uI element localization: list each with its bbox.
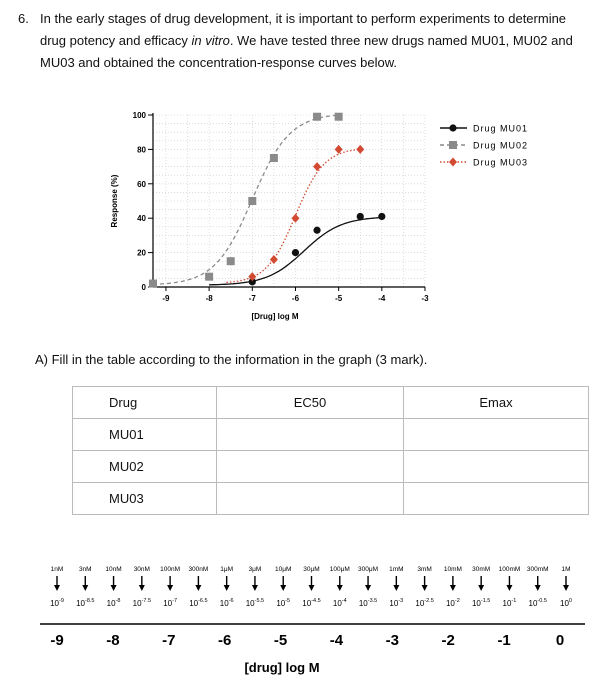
data-point (291, 214, 299, 223)
power-label: $10^{-5}$ (276, 598, 291, 608)
part-a-instruction: A) Fill in the table according to the information in the graph (3 mark). (35, 352, 428, 367)
concentration-label: 300mM (526, 566, 549, 573)
legend-marker (449, 124, 456, 131)
table-cell-ec50[interactable] (217, 419, 404, 451)
y-tick-label: 20 (137, 248, 146, 258)
concentration-label: 30mM (472, 566, 491, 573)
concentration-label: 10nM (105, 566, 122, 573)
concentration-label: 1nM (50, 566, 64, 573)
series-line-drug-mu03 (226, 149, 360, 282)
power-label: $10^{-7.5}$ (132, 598, 152, 608)
data-point (205, 273, 213, 281)
legend-label: Drug MU02 (473, 140, 529, 151)
arrow-head (535, 585, 541, 591)
x-tick-label: -8 (205, 294, 213, 303)
log-axis-tick-label: -9 (50, 632, 64, 649)
arrow-head (252, 585, 258, 591)
table-row (73, 419, 589, 451)
data-point (356, 145, 364, 154)
concentration-label: 300μM (358, 566, 379, 573)
y-tick-label: 60 (137, 179, 146, 189)
log-axis-tick-label: -3 (385, 632, 400, 649)
table-row (73, 451, 589, 483)
arrow-head (563, 585, 569, 591)
concentration-label: 1mM (389, 566, 404, 573)
data-point (313, 162, 321, 171)
concentration-label: 100mM (498, 566, 521, 573)
concentration-response-chart (95, 95, 595, 330)
power-label: $10^{-6}$ (219, 598, 234, 608)
x-tick-label: -3 (421, 294, 429, 303)
log-axis-tick-label: -6 (217, 632, 232, 649)
y-tick-label: 80 (137, 145, 146, 155)
arrow-head (280, 585, 286, 591)
arrow-head (506, 585, 512, 591)
x-tick-label: -6 (291, 294, 300, 303)
arrow-head (195, 585, 201, 591)
table-cell-drug: MU03 (73, 483, 217, 515)
legend-label: Drug MU03 (473, 157, 529, 168)
power-label: $10^{-5.5}$ (245, 598, 265, 608)
y-tick-label: 0 (141, 283, 146, 292)
table-cell-ec50[interactable] (217, 451, 404, 483)
power-label: $10^{-2}$ (445, 598, 460, 608)
table-cell-emax[interactable] (404, 419, 589, 451)
data-point (248, 197, 256, 205)
concentration-label: 10μM (275, 566, 292, 573)
power-label: $10^{-6.5}$ (189, 598, 208, 608)
data-point (357, 213, 364, 220)
concentration-label: 1μM (220, 566, 234, 573)
log-axis-tick-label: 0 (555, 632, 565, 649)
legend-label: Drug MU01 (473, 123, 529, 134)
log-axis-tick-label: -1 (497, 632, 511, 649)
arrow-head (82, 585, 88, 591)
data-point (335, 113, 343, 121)
y-tick-label: 40 (137, 214, 146, 224)
x-tick-label: -5 (335, 294, 343, 303)
arrow-head (54, 585, 60, 591)
concentration-scale (0, 560, 601, 700)
data-point (313, 227, 320, 234)
concentration-label: 1M (561, 566, 571, 573)
log-axis-tick-label: -5 (273, 632, 288, 649)
legend-marker (449, 158, 457, 167)
concentration-label: 3mM (417, 566, 432, 573)
log-axis-tick-label: -2 (441, 632, 455, 649)
table-cell-emax[interactable] (404, 451, 589, 483)
table-cell-ec50[interactable] (217, 483, 404, 515)
concentration-label: 3μM (248, 566, 262, 573)
data-point (149, 280, 157, 288)
log-axis-tick-label: -4 (329, 632, 344, 649)
data-point (313, 113, 321, 121)
data-point (292, 249, 299, 256)
power-label: $10^{-8}$ (106, 598, 121, 608)
data-point (227, 257, 235, 265)
power-label: $10^{-0.5}$ (528, 598, 547, 608)
legend-marker (449, 141, 457, 149)
power-label: $10^{-9}$ (50, 598, 64, 608)
arrow-head (450, 585, 456, 591)
concentration-label: 30nM (133, 566, 150, 573)
x-tick-label: -9 (162, 294, 170, 303)
concentration-label: 300nM (188, 566, 209, 573)
y-axis-label: Response (%) (110, 174, 119, 228)
table-cell-drug: MU01 (73, 419, 217, 451)
table-cell-emax[interactable] (404, 483, 589, 515)
concentration-label: 100nM (160, 566, 181, 573)
question-number: 6. (18, 11, 29, 26)
log-axis-tick-label: -7 (162, 632, 176, 649)
data-point (378, 213, 385, 220)
arrow-head (422, 585, 428, 591)
table-row (73, 483, 589, 515)
power-label: $10^{-4.5}$ (302, 598, 321, 608)
x-axis-label: [Drug] log M (251, 312, 299, 321)
log-axis-label: [drug] log M (244, 660, 320, 675)
y-tick-label: 100 (132, 111, 146, 120)
power-label: $10^{-3}$ (389, 598, 404, 608)
concentration-label: 30μM (303, 566, 320, 573)
concentration-label: 3nM (78, 566, 92, 573)
arrow-head (139, 585, 145, 591)
data-point (270, 154, 278, 162)
power-label: $10^{-7}$ (163, 598, 178, 608)
arrow-head (224, 585, 230, 591)
question-text: In the early stages of drug development, it is important to perform experiments to determine drug potency and efficacy in vitro. We have tested three new drugs named MU01, MU02 and MU03 and obtained the concentration-response curves below. (40, 11, 573, 70)
table-header: Drug (73, 387, 217, 419)
power-label: $10^{-4}$ (332, 598, 347, 608)
power-label: $10^{-3.5}$ (358, 598, 378, 608)
arrow-head (337, 585, 343, 591)
power-label: $10^{-8.5}$ (76, 598, 95, 608)
data-point (335, 145, 343, 154)
arrow-head (167, 585, 173, 591)
series-line-drug-mu02 (153, 115, 339, 284)
x-tick-label: -4 (378, 294, 386, 303)
answer-table (72, 386, 589, 515)
x-tick-label: -7 (248, 294, 256, 303)
table-cell-drug: MU02 (73, 451, 217, 483)
question (18, 8, 590, 74)
arrow-head (365, 585, 371, 591)
arrow-head (309, 585, 315, 591)
concentration-label: 100μM (329, 566, 350, 573)
power-label: $10^{-1.5}$ (471, 598, 491, 608)
arrow-head (111, 585, 117, 591)
power-label: $10^0$ (560, 598, 572, 608)
log-axis-tick-label: -8 (106, 632, 120, 649)
table-header: EC50 (217, 387, 404, 419)
arrow-head (393, 585, 399, 591)
power-label: $10^{-2.5}$ (415, 598, 434, 608)
table-header-row (73, 387, 589, 419)
concentration-label: 10mM (443, 566, 462, 573)
arrow-head (478, 585, 484, 591)
power-label: $10^{-1}$ (502, 598, 517, 608)
table-header: Emax (404, 387, 589, 419)
